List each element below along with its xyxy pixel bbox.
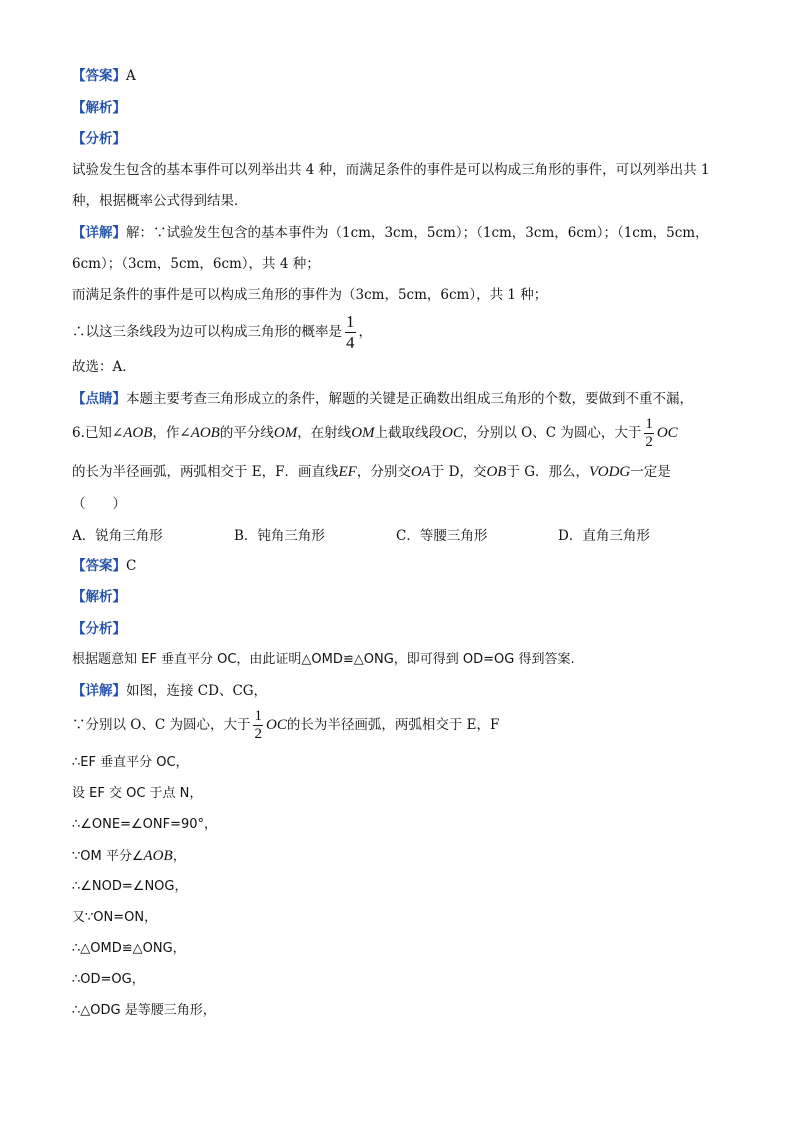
q6-fenxi-line bbox=[72, 619, 126, 639]
q6-detail-line-1 bbox=[72, 681, 267, 701]
option-a: A．锐角三角形 bbox=[72, 528, 163, 544]
math-aob: AOB bbox=[123, 425, 153, 441]
q6-stem-line-1 bbox=[72, 416, 678, 451]
q6-step-7: 又∵ON=ON， bbox=[72, 910, 158, 925]
detail-text: 的长为半径画弧，两弧相交于 E，F bbox=[286, 717, 500, 733]
probability-fraction bbox=[345, 312, 356, 353]
answer-value: C bbox=[126, 558, 137, 574]
math-oc: OC bbox=[265, 717, 287, 733]
q6-answer-line bbox=[72, 556, 136, 576]
math-oc: OC bbox=[656, 425, 678, 441]
q5-answer-line bbox=[72, 66, 136, 86]
stem-text: ，作∠ bbox=[152, 425, 191, 441]
fraction-denominator: 4 bbox=[346, 333, 355, 352]
stem-text: 一定是 bbox=[630, 464, 671, 480]
q5-detail-line-1 bbox=[72, 223, 709, 243]
half-fraction bbox=[644, 416, 654, 451]
fenxi-tag: 【分析】 bbox=[72, 621, 126, 637]
stem-text: ，分别交 bbox=[356, 464, 411, 480]
math-om: OM bbox=[273, 425, 298, 441]
fraction-numerator: 1 bbox=[346, 312, 355, 331]
q5-comment-line bbox=[72, 389, 693, 409]
q5-analysis-line bbox=[72, 98, 126, 118]
stem-text: 于 G．那么， bbox=[506, 464, 590, 480]
comment-text: 本题主要考查三角形成立的条件，解题的关键是正确数出组成三角形的个数，要做到不重不漏， bbox=[126, 391, 693, 407]
detail-text: ∵OM 平分∠ bbox=[72, 849, 144, 864]
q6-step-2: ∴EF 垂直平分 OC， bbox=[72, 755, 189, 770]
option-c: C．等腰三角形 bbox=[396, 528, 488, 544]
stem-text: ，在射线 bbox=[297, 425, 352, 441]
q5-fenxi-line bbox=[72, 129, 126, 149]
math-oc: OC bbox=[442, 425, 463, 441]
q6-step-4: ∴∠ONE=∠ONF=90°， bbox=[72, 817, 218, 832]
q5-probability-line bbox=[72, 312, 372, 353]
analysis-tag: 【解析】 bbox=[72, 100, 126, 116]
q5-detail-line-2: 6cm）；（3cm，5cm，6cm），共 4 种； bbox=[72, 256, 320, 272]
math-ob: OB bbox=[486, 464, 507, 480]
fraction-numerator: 1 bbox=[645, 416, 653, 432]
comment-tag: 【点睛】 bbox=[72, 391, 126, 407]
q6-step-5 bbox=[72, 846, 186, 867]
q6-fenxi-text: 根据题意知 EF 垂直平分 OC，由此证明△OMD≌△ONG，即可得到 OD=OG 得到答案. bbox=[72, 652, 575, 667]
q6-step-10: ∴△ODG 是等腰三角形， bbox=[72, 1003, 216, 1018]
detail-text: ∵分别以 O、C 为圆心，大于 bbox=[72, 717, 251, 733]
math-oa: OA bbox=[410, 464, 431, 480]
q5-fenxi-text-2: 种，根据概率公式得到结果． bbox=[72, 193, 248, 209]
math-ef: EF bbox=[338, 464, 357, 480]
q6-step-6: ∴∠NOD=∠NOG， bbox=[72, 879, 188, 894]
stem-text: 6.已知∠ bbox=[72, 425, 124, 441]
fenxi-tag: 【分析】 bbox=[72, 131, 126, 147]
detail-tag: 【详解】 bbox=[72, 225, 126, 241]
q6-paren-line: （ ） bbox=[72, 496, 126, 512]
q5-choose-line: 故选：A． bbox=[72, 359, 136, 375]
detail-text: 解：∵试验发生包含的基本事件为（1cm，3cm，5cm）；（1cm，3cm，6cm）；（1cm，5cm， bbox=[126, 225, 709, 241]
stem-text: 上截取线段 bbox=[374, 425, 443, 441]
q6-stem-line-2 bbox=[72, 462, 671, 482]
q6-step-8: ∴△OMD≌△ONG， bbox=[72, 941, 186, 956]
probability-suffix: ， bbox=[358, 324, 372, 340]
math-vodg: VODG bbox=[589, 464, 631, 480]
q6-step-9: ∴OD=OG， bbox=[72, 972, 145, 987]
q5-detail-line-3: 而满足条件的事件是可以构成三角形的事件为（3cm，5cm，6cm），共 1 种； bbox=[72, 287, 548, 303]
analysis-tag: 【解析】 bbox=[72, 589, 126, 605]
option-d: D．直角三角形 bbox=[558, 528, 650, 544]
stem-text: 的长为半径画弧，两弧相交于 E，F．画直线 bbox=[72, 464, 339, 480]
half-fraction bbox=[253, 708, 263, 743]
answer-value: A bbox=[126, 68, 136, 84]
stem-text: 于 D，交 bbox=[430, 464, 487, 480]
math-aob: AOB bbox=[143, 848, 173, 864]
math-om: OM bbox=[351, 425, 375, 441]
math-aob: AOB bbox=[190, 425, 220, 441]
detail-tag: 【详解】 bbox=[72, 683, 126, 699]
detail-text: ， bbox=[172, 849, 186, 864]
stem-text: 的平分线 bbox=[219, 425, 274, 441]
probability-prefix: ∴以这三条线段为边可以构成三角形的概率是 bbox=[72, 324, 342, 340]
fraction-denominator: 2 bbox=[645, 434, 653, 450]
q5-fenxi-text-1: 试验发生包含的基本事件可以列举出共 4 种，而满足条件的事件是可以构成三角形的事件，可以列举出共 1 bbox=[72, 162, 710, 178]
detail-text: 如图，连接 CD、CG， bbox=[126, 683, 268, 699]
answer-tag: 【答案】 bbox=[72, 68, 126, 84]
option-b: B．钝角三角形 bbox=[234, 528, 325, 544]
stem-text: ，分别以 O、C 为圆心，大于 bbox=[462, 425, 642, 441]
answer-tag: 【答案】 bbox=[72, 558, 126, 574]
fraction-numerator: 1 bbox=[254, 708, 262, 724]
q6-analysis-line bbox=[72, 587, 126, 607]
fraction-denominator: 2 bbox=[254, 726, 262, 742]
q6-detail-line-2 bbox=[72, 708, 499, 743]
q6-step-3: 设 EF 交 OC 于点 N， bbox=[72, 786, 203, 801]
